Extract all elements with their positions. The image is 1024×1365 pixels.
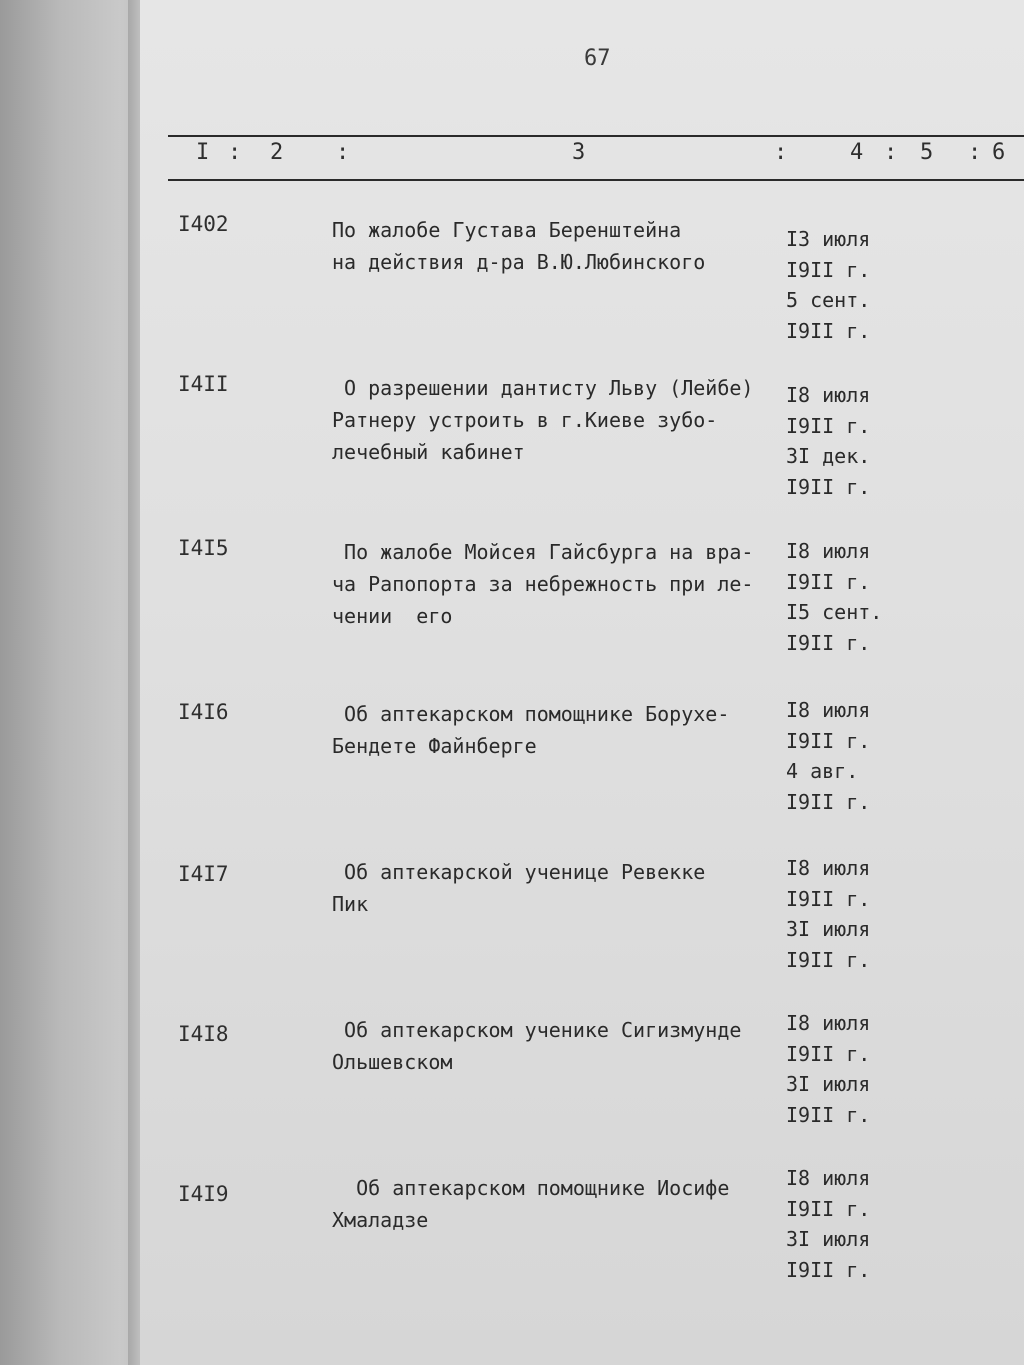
record-dates: I8 июля I9II г. I5 сент. I9II г. xyxy=(786,539,883,655)
column-header-1: I xyxy=(196,140,210,165)
record-title: По жалобе Мойсея Гайсбурга на вра- ча Рапопорта за небрежность при ле- чении его xyxy=(332,540,754,628)
record-id: I4I8 xyxy=(178,1022,229,1046)
table-header-bottom-rule xyxy=(168,179,1024,181)
record-dates: I8 июля I9II г. 4 авг. I9II г. xyxy=(786,698,871,814)
record-dates: I8 июля I9II г. 3I дек. I9II г. xyxy=(786,383,871,499)
record-title: Об аптекарской ученице Ревекке Пик xyxy=(332,860,706,916)
column-separator: : xyxy=(228,140,242,165)
record-id: I4I7 xyxy=(178,862,229,886)
document-page xyxy=(140,0,1024,1365)
column-separator: : xyxy=(336,140,350,165)
record-id: I4I5 xyxy=(178,536,229,560)
table-header-top-rule xyxy=(168,135,1024,137)
column-header-3: 3 xyxy=(572,140,586,165)
page-number: 67 xyxy=(584,46,611,71)
column-separator: : xyxy=(968,140,982,165)
record-title: По жалобе Густава Беренштейна на действия д-ра В.Ю.Любинского xyxy=(332,218,706,274)
record-id: I402 xyxy=(178,212,229,236)
record-title: Об аптекарском помощнике Иосифе Хмаладзе xyxy=(332,1176,730,1232)
record-id: I4I9 xyxy=(178,1182,229,1206)
record-title: Об аптекарском ученике Сигизмунде Ольшевском xyxy=(332,1018,742,1074)
record-dates: I8 июля I9II г. 3I июля I9II г. xyxy=(786,1166,871,1282)
column-header-4: 4 xyxy=(850,140,864,165)
column-header-6: 6 xyxy=(992,140,1006,165)
column-separator: : xyxy=(884,140,898,165)
column-header-2: 2 xyxy=(270,140,284,165)
record-title: Об аптекарском помощнике Борухе- Бендете Файнберге xyxy=(332,702,730,758)
record-dates: I3 июля I9II г. 5 сент. I9II г. xyxy=(786,227,871,343)
record-dates: I8 июля I9II г. 3I июля I9II г. xyxy=(786,1011,871,1127)
record-id: I4I6 xyxy=(178,700,229,724)
record-title: О разрешении дантисту Льву (Лейбе) Ратнеру устроить в г.Киеве зубо- лечебный кабинет xyxy=(332,376,754,464)
column-header-5: 5 xyxy=(920,140,934,165)
record-dates: I8 июля I9II г. 3I июля I9II г. xyxy=(786,856,871,972)
record-id: I4II xyxy=(178,372,229,396)
column-separator: : xyxy=(774,140,788,165)
